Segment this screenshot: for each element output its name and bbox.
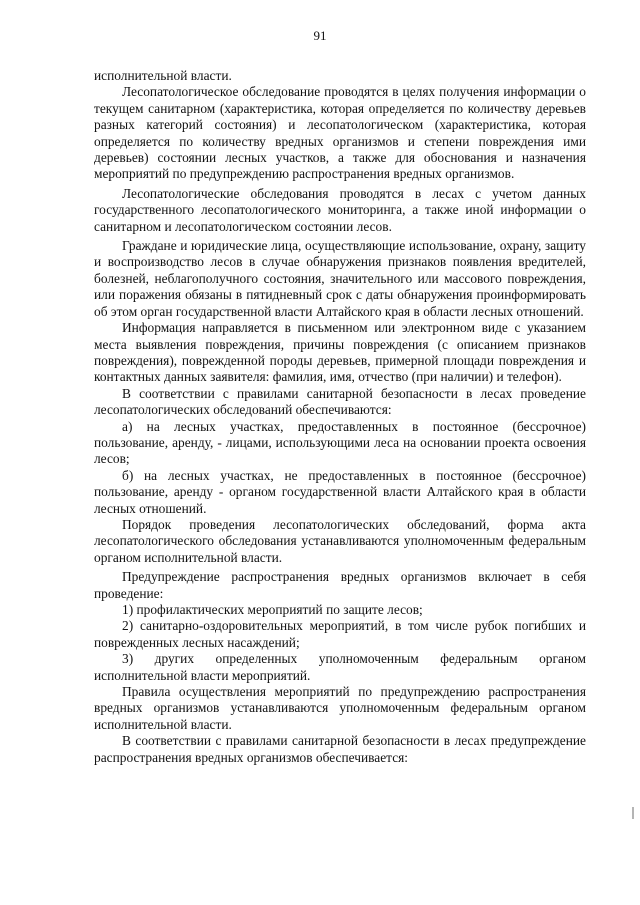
list-item: 3) других определенных уполномоченным федеральным органом исполнительной власти мероприятий. — [94, 651, 586, 683]
paragraph: Предупреждение распространения вредных организмов включает в себя проведение: — [94, 569, 586, 601]
list-item: б) на лесных участках, не предоставленных в постоянное (бессрочное) пользование, аренду - органом государственной власти Алтайского края в области лесных отношений. — [94, 467, 586, 516]
page-number: 91 — [313, 28, 327, 43]
paragraph: Лесопатологические обследования проводятся в лесах с учетом данных государственного лесопатологического мониторинга, а также иной информации о санитарном и лесопатологическом состоянии лесов. — [94, 185, 586, 234]
list-item: а) на лесных участках, предоставленных в постоянное (бессрочное) пользование, аренду, - лицами, использующими леса на основании проекта освоения лесов; — [94, 418, 586, 467]
paragraph: Граждане и юридические лица, осуществляющие использование, охрану, защиту и воспроизводство лесов в случае обнаружения признаков появления вредителей, болезней, неблагополучного состояния, значительного или массового повреждения, или поражения обязаны в пятидневный срок с даты обнаружения проинформировать об этом орган государственной власти Алтайского края в области лесных отношений. — [94, 238, 586, 319]
list-item: 1) профилактических мероприятий по защите лесов; — [122, 602, 423, 617]
list-item: 2) санитарно-оздоровительных мероприятий, в том числе рубок погибших и поврежденных лесных насаждений; — [94, 618, 586, 650]
paragraph: Информация направляется в письменном или электронном виде с указанием места выявления повреждения, причины повреждения (с описанием признаков повреждения), поврежденной породы деревьев, примерной площади повреждения и контактных данных заявителя: фамилия, имя, отчество (при наличии) и телефон). — [94, 320, 586, 385]
paragraph: Порядок проведения лесопатологических обследований, форма акта лесопатологического обследования устанавливаются уполномоченным федеральным органом исполнительной власти. — [94, 516, 586, 565]
scan-margin-mark — [632, 807, 634, 819]
paragraph: В соответствии с правилами санитарной безопасности в лесах проведение лесопатологических обследований обеспечиваются: — [94, 385, 586, 418]
paragraph: В соответствии с правилами санитарной безопасности в лесах предупреждение распространения вредных организмов обеспечивается: — [94, 733, 586, 765]
paragraph: Лесопатологическое обследование проводятся в целях получения информации о текущем санитарном (характеристика, которая определяется по количеству деревьев разных категорий состояния) и лесопатологическом (характеристика, которая определяется по количеству вредных организмов и степени повреждения ими деревьев) состоянии лесных участков, а также для обоснования и назначения мероприятий по предупреждению распространения вредных организмов. — [94, 84, 586, 182]
body-text — [94, 68, 586, 766]
paragraph: исполнительной власти. — [94, 68, 232, 83]
paragraph: Правила осуществления мероприятий по предупреждению распространения вредных организмов устанавливаются уполномоченным федеральным органом исполнительной власти. — [94, 684, 586, 732]
